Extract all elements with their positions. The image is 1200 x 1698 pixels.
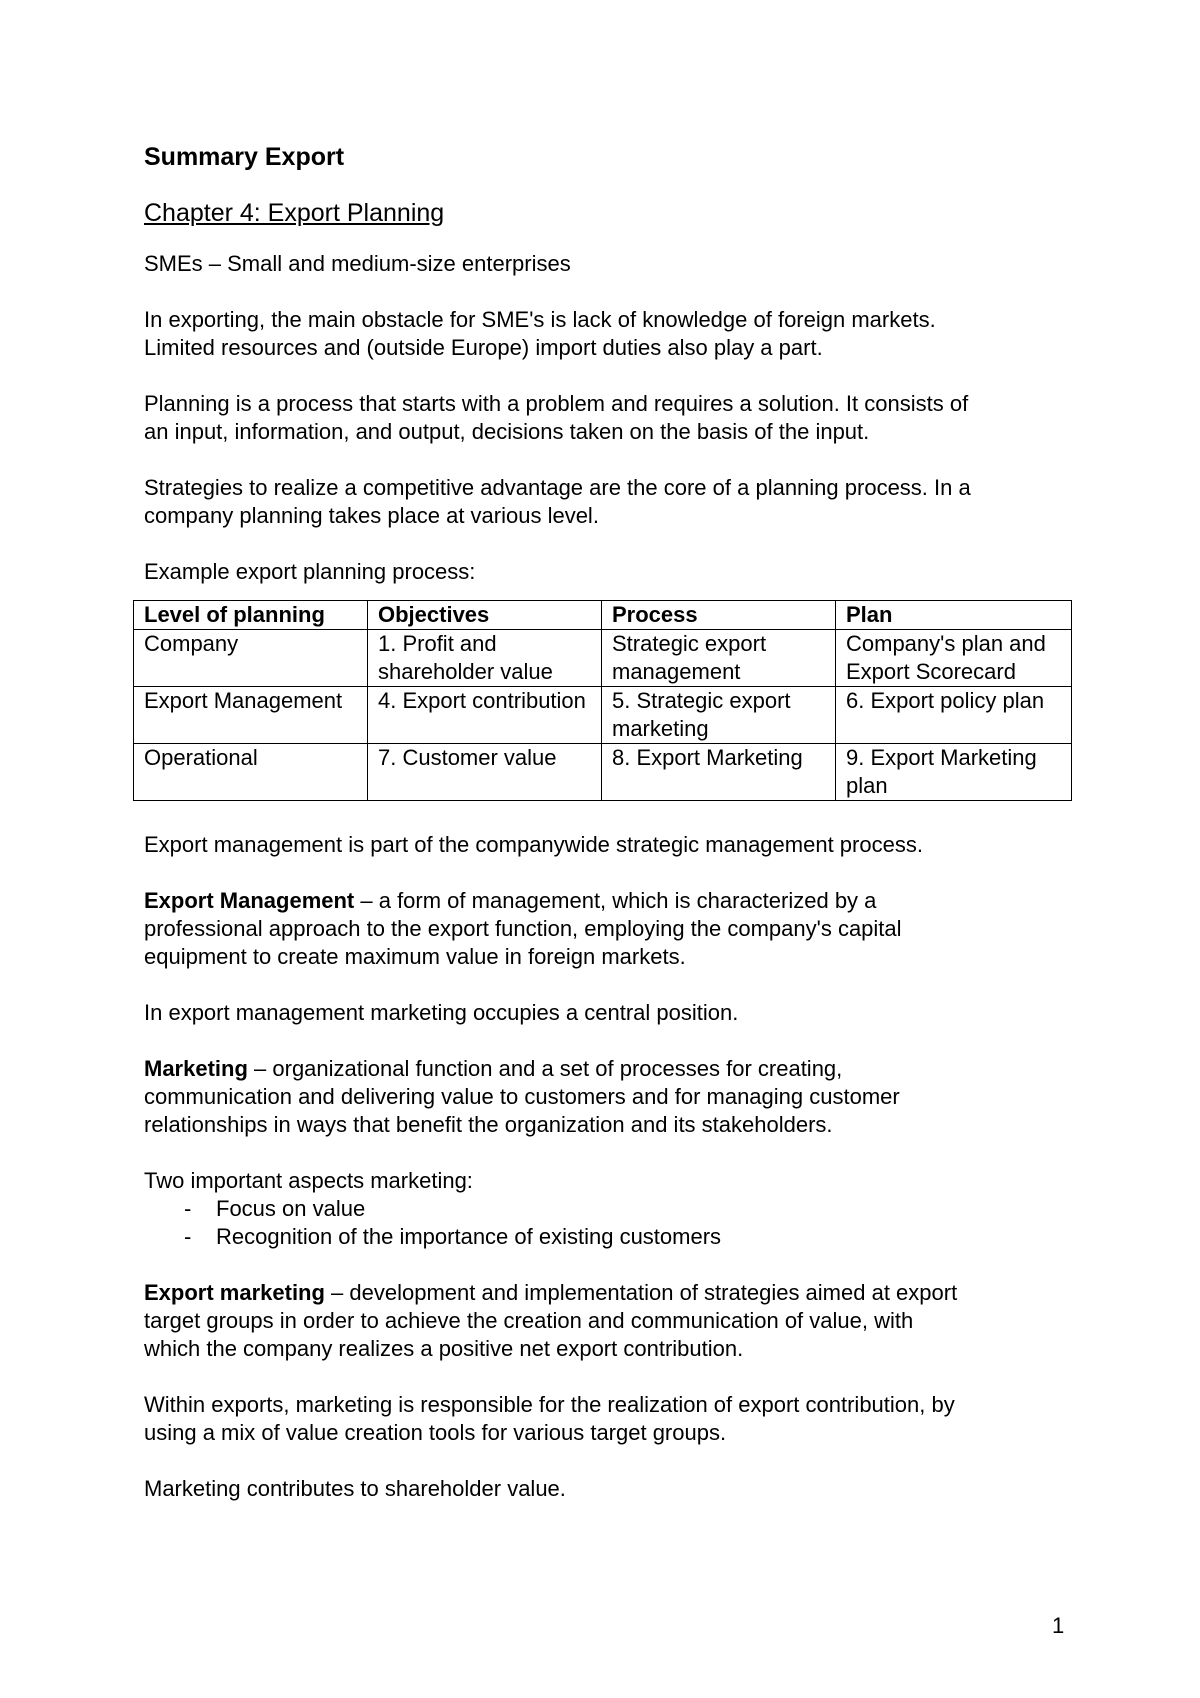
table-row — [134, 744, 1072, 801]
list-item — [144, 1223, 1074, 1251]
paragraph-line: an input, information, and output, decisions taken on the basis of the input. — [144, 419, 870, 444]
table-header-row — [134, 601, 1072, 630]
paragraph-line: In export management marketing occupies a central position. — [144, 1000, 739, 1025]
paragraph-line: target groups in order to achieve the creation and communication of value, with — [144, 1308, 914, 1333]
export-planning-table — [133, 600, 1072, 801]
smes-definition — [144, 250, 1074, 278]
definition-first-line — [144, 1055, 1074, 1083]
example-intro — [144, 558, 1074, 586]
table-cell: 9. Export Marketing plan — [836, 744, 1072, 801]
term-marketing: Marketing — [144, 1056, 248, 1081]
table-cell: 7. Customer value — [368, 744, 602, 801]
list-item-text: Recognition of the importance of existing customers — [216, 1224, 722, 1249]
table-row — [134, 630, 1072, 687]
term-export-marketing: Export marketing — [144, 1280, 325, 1305]
definition-first-line — [144, 1279, 1074, 1307]
paragraph-line: Export management is part of the companywide strategic management process. — [144, 832, 923, 857]
definition-text: – organizational function and a set of processes for creating, — [247, 1056, 843, 1081]
planning-paragraph — [144, 390, 1074, 446]
table-cell: Strategic export management — [602, 630, 836, 687]
contributes-paragraph — [144, 1475, 1074, 1503]
table-cell: 6. Export policy plan — [836, 687, 1072, 744]
list-item-text: Focus on value — [216, 1196, 366, 1221]
paragraph-line: equipment to create maximum value in foreign markets. — [144, 944, 686, 969]
page-number: 1 — [1052, 1613, 1065, 1638]
table-header-cell: Process — [602, 601, 836, 630]
definition-text: – a form of management, which is characterized by a — [354, 888, 877, 913]
aspects-list — [144, 1195, 1074, 1251]
paragraph-line: In exporting, the main obstacle for SME's is lack of knowledge of foreign markets. — [144, 307, 936, 332]
dash-bullet: - — [184, 1224, 192, 1249]
table-cell: 8. Export Marketing — [602, 744, 836, 801]
two-aspects-intro: Two important aspects marketing: — [144, 1168, 473, 1193]
obstacle-paragraph — [144, 306, 1074, 362]
table-header-cell: Objectives — [368, 601, 602, 630]
smes-line: SMEs – Small and medium-size enterprises — [144, 251, 571, 276]
table-row — [134, 687, 1072, 744]
table-header-cell: Level of planning — [134, 601, 368, 630]
definition-text: – development and implementation of strategies aimed at export — [324, 1280, 958, 1305]
paragraph-line: using a mix of value creation tools for various target groups. — [144, 1420, 727, 1445]
paragraph-line: Marketing contributes to shareholder value. — [144, 1476, 566, 1501]
paragraph-line: which the company realizes a positive net export contribution. — [144, 1336, 744, 1361]
table-cell: Company — [134, 630, 368, 687]
table-cell: 4. Export contribution — [368, 687, 602, 744]
table-cell: Export Management — [134, 687, 368, 744]
document-page — [144, 140, 1074, 1531]
paragraph-line: Planning is a process that starts with a problem and requires a solution. It consists of — [144, 391, 969, 416]
dash-bullet: - — [184, 1196, 192, 1221]
paragraph-line: Strategies to realize a competitive advantage are the core of a planning process. In a — [144, 475, 971, 500]
marketing-definition — [144, 1055, 1074, 1139]
paragraph-line: Example export planning process: — [144, 559, 476, 584]
table-cell: Operational — [134, 744, 368, 801]
paragraph-line: Limited resources and (outside Europe) import duties also play a part. — [144, 335, 823, 360]
table-cell: 1. Profit and shareholder value — [368, 630, 602, 687]
table-header-cell: Plan — [836, 601, 1072, 630]
strategies-paragraph — [144, 474, 1074, 530]
within-exports-paragraph — [144, 1391, 1074, 1447]
definition-first-line — [144, 887, 1074, 915]
table-cell: Company's plan and Export Scorecard — [836, 630, 1072, 687]
central-position-paragraph — [144, 999, 1074, 1027]
list-item — [144, 1195, 1074, 1223]
paragraph-line: relationships in ways that benefit the organization and its stakeholders. — [144, 1112, 833, 1137]
export-mgmt-part-paragraph — [144, 831, 1074, 859]
table-cell: 5. Strategic export marketing — [602, 687, 836, 744]
paragraph-line: professional approach to the export function, employing the company's capital — [144, 916, 902, 941]
document-title: Summary Export — [144, 143, 345, 171]
paragraph-line: Within exports, marketing is responsible for the realization of export contribution, by — [144, 1392, 955, 1417]
paragraph-line: communication and delivering value to customers and for managing customer — [144, 1084, 900, 1109]
paragraph-line: company planning takes place at various level. — [144, 503, 599, 528]
term-export-management: Export Management — [144, 888, 355, 913]
chapter-heading: Chapter 4: Export Planning — [144, 199, 445, 227]
export-management-definition — [144, 887, 1074, 971]
export-marketing-definition — [144, 1279, 1074, 1363]
